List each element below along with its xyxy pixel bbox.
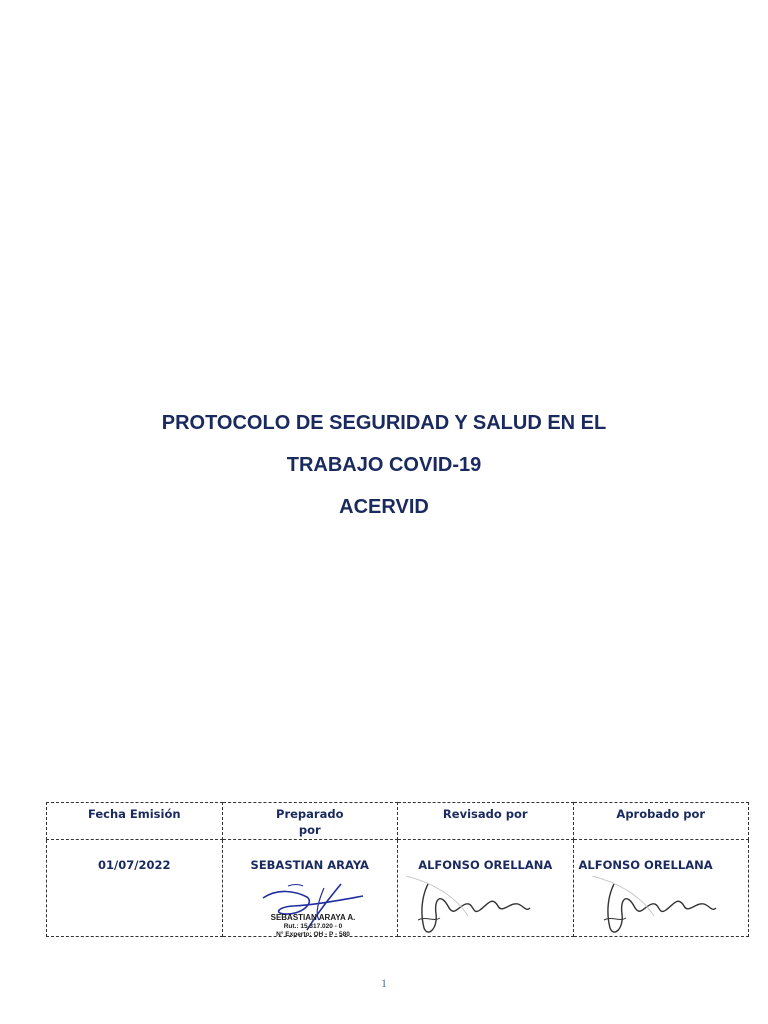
header-preparado-por: Preparado por [222,803,398,840]
stamp-experto: N° Experto: OH - P - 580 [275,931,350,938]
header-aprobado-por: Aprobado por [573,803,749,840]
cell-fecha [47,840,223,937]
preparer-signature-stamp [223,876,398,938]
reviser-signature [398,876,573,938]
revisado-value: ALFONSO ORELLANA [418,858,553,872]
page-number: 1 [381,976,387,990]
cell-revisado [398,840,574,937]
stamp-name: SEBASTIAN ARAYA A. [270,913,355,922]
header-fecha-emision: Fecha Emisión [47,803,223,840]
approval-header-row [47,803,749,840]
cell-preparado [222,840,398,937]
title-line-2: TRABAJO COVID-19 [286,454,482,476]
approval-value-row [47,840,749,937]
fecha-value: 01/07/2022 [98,858,171,872]
header-revisado-por: Revisado por [398,803,574,840]
preparado-value: SEBASTIAN ARAYA [250,858,369,872]
approver-signature [574,876,749,938]
cell-aprobado [573,840,749,937]
stamp-rut: Rut.: 15.317.020 - 0 [283,923,342,930]
title-line-1: PROTOCOLO DE SEGURIDAD Y SALUD EN EL [161,412,607,434]
aprobado-value: ALFONSO ORELLANA [578,858,713,872]
title-line-3: ACERVID [339,496,429,518]
approval-table [46,802,749,937]
document-title [0,408,768,534]
